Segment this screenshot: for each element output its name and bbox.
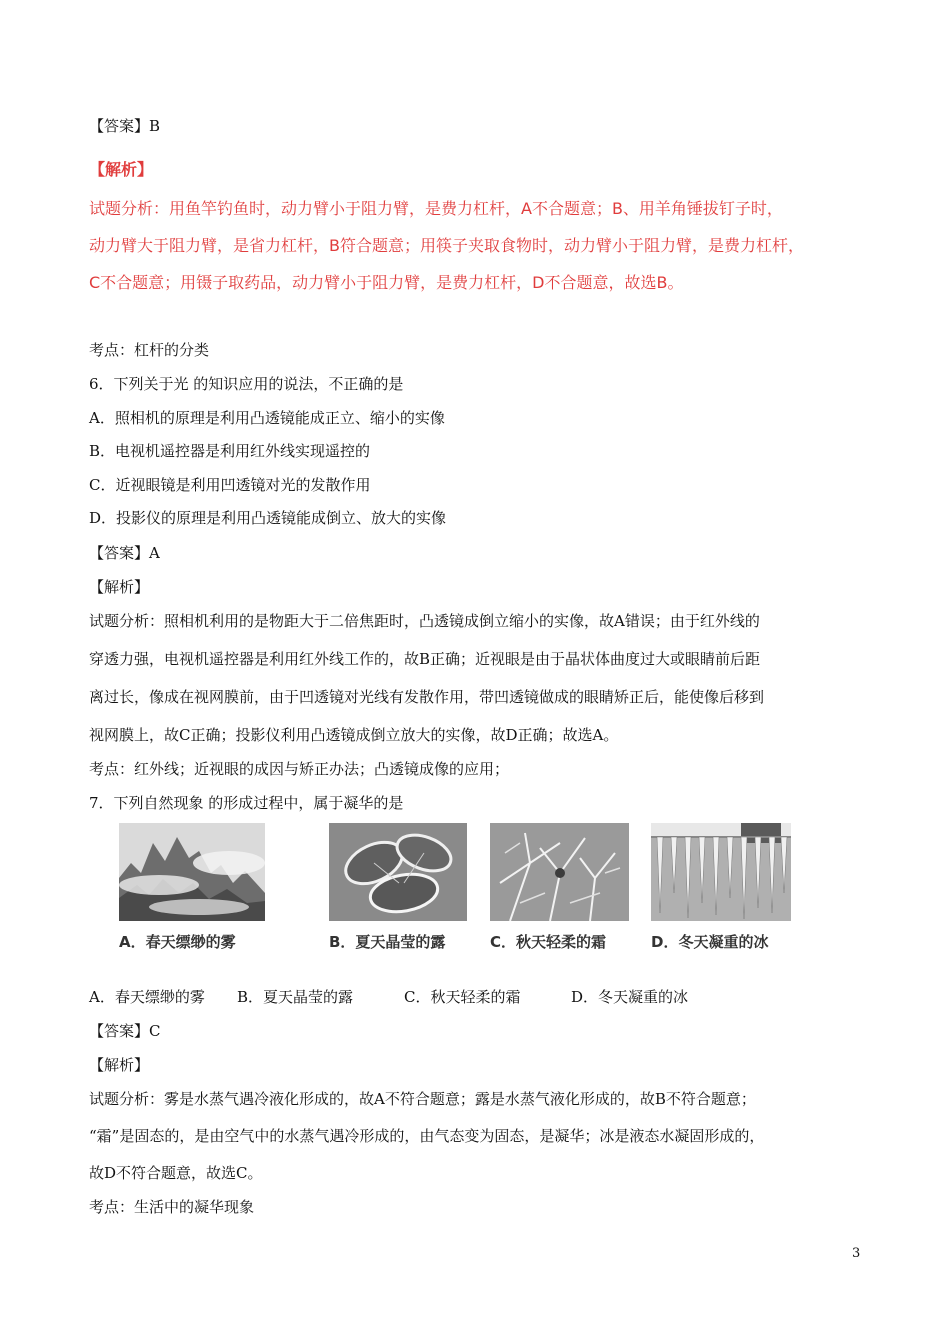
question-6-option-a: A．照相机的原理是利用凸透镜能成正立、缩小的实像 — [89, 409, 445, 427]
picture-dew — [329, 823, 467, 958]
answer-6: 【答案】A — [89, 544, 160, 562]
analysis-7-heading: 【解析】 — [89, 1056, 150, 1074]
kaodian-7: 考点：生活中的凝华现象 — [89, 1198, 255, 1216]
analysis-5-heading: 【解析】 — [89, 160, 154, 179]
analysis-5-line: 动力臂大于阻力臂，是省力杠杆，B符合题意；用筷子夹取食物时，动力臂小于阻力臂，是费力杠杆， — [89, 236, 804, 255]
frost-image — [490, 823, 629, 921]
analysis-6-line: 离过长，像成在视网膜前，由于凹透镜对光线有发散作用，带凹透镜做成的眼睛矫正后，能使像后移到 — [89, 688, 765, 706]
answer-7: 【答案】C — [89, 1022, 161, 1040]
picture-ice — [651, 823, 791, 958]
analysis-6-line: 试题分析：照相机利用的是物距大于二倍焦距时，凸透镜成倒立缩小的实像，故A错误；由于红外线的 — [89, 612, 760, 630]
question-7-stem: 7．下列自然现象 的形成过程中，属于凝华的是 — [89, 794, 404, 812]
analysis-7-line: 故D不符合题意，故选C。 — [89, 1164, 263, 1182]
question-7-option-a: A．春天缥缈的雾 — [89, 988, 205, 1006]
analysis-6-line: 穿透力强，电视机遥控器是利用红外线工作的，故B正确；近视眼是由于晶状体曲度过大或眼睛前后距 — [89, 650, 761, 668]
caption-fog: A．春天缥缈的雾 — [119, 933, 236, 951]
analysis-5-line: 试题分析：用鱼竿钓鱼时，动力臂小于阻力臂，是费力杠杆，A不合题意；B、用羊角锤拔钉子时， — [89, 199, 783, 218]
analysis-7-line: 试题分析：雾是水蒸气遇冷液化形成的，故A不符合题意；露是水蒸气液化形成的，故B不符合题意； — [89, 1090, 756, 1108]
analysis-6-heading: 【解析】 — [89, 578, 150, 596]
ice-image — [651, 823, 791, 921]
analysis-6-line: 视网膜上，故C正确；投影仪利用凸透镜成倒立放大的实像，故D正确；故选A。 — [89, 726, 619, 744]
question-6-option-b: B．电视机遥控器是利用红外线实现遥控的 — [89, 442, 371, 460]
question-7-option-c: C．秋天轻柔的霜 — [404, 988, 521, 1006]
answer-5: 【答案】B — [89, 117, 161, 135]
kaodian-6: 考点：红外线；近视眼的成因与矫正办法；凸透镜成像的应用； — [89, 760, 510, 778]
picture-frost — [490, 823, 629, 958]
question-6-stem: 6．下列关于光 的知识应用的说法，不正确的是 — [89, 375, 404, 393]
question-7-option-b: B．夏天晶莹的露 — [237, 988, 354, 1006]
analysis-5-line: C不合题意；用镊子取药品，动力臂小于阻力臂，是费力杠杆，D不合题意，故选B。 — [89, 273, 684, 292]
question-6-option-c: C．近视眼镜是利用凹透镜对光的发散作用 — [89, 476, 371, 494]
analysis-7-line: “霜”是固态的，是由空气中的水蒸气遇冷形成的，由气态变为固态，是凝华；冰是液态水凝固形成的， — [89, 1127, 765, 1145]
caption-frost: C．秋天轻柔的霜 — [490, 933, 607, 951]
caption-ice: D．冬天凝重的冰 — [651, 933, 769, 951]
page-number: 3 — [852, 1246, 861, 1261]
fog-image — [119, 823, 265, 921]
question-7-option-d: D．冬天凝重的冰 — [571, 988, 689, 1006]
caption-dew: B．夏天晶莹的露 — [329, 933, 446, 951]
question-6-option-d: D．投影仪的原理是利用凸透镜能成倒立、放大的实像 — [89, 509, 447, 527]
kaodian-5: 考点：杠杆的分类 — [89, 341, 210, 359]
dew-image — [329, 823, 467, 921]
picture-fog — [119, 823, 265, 958]
